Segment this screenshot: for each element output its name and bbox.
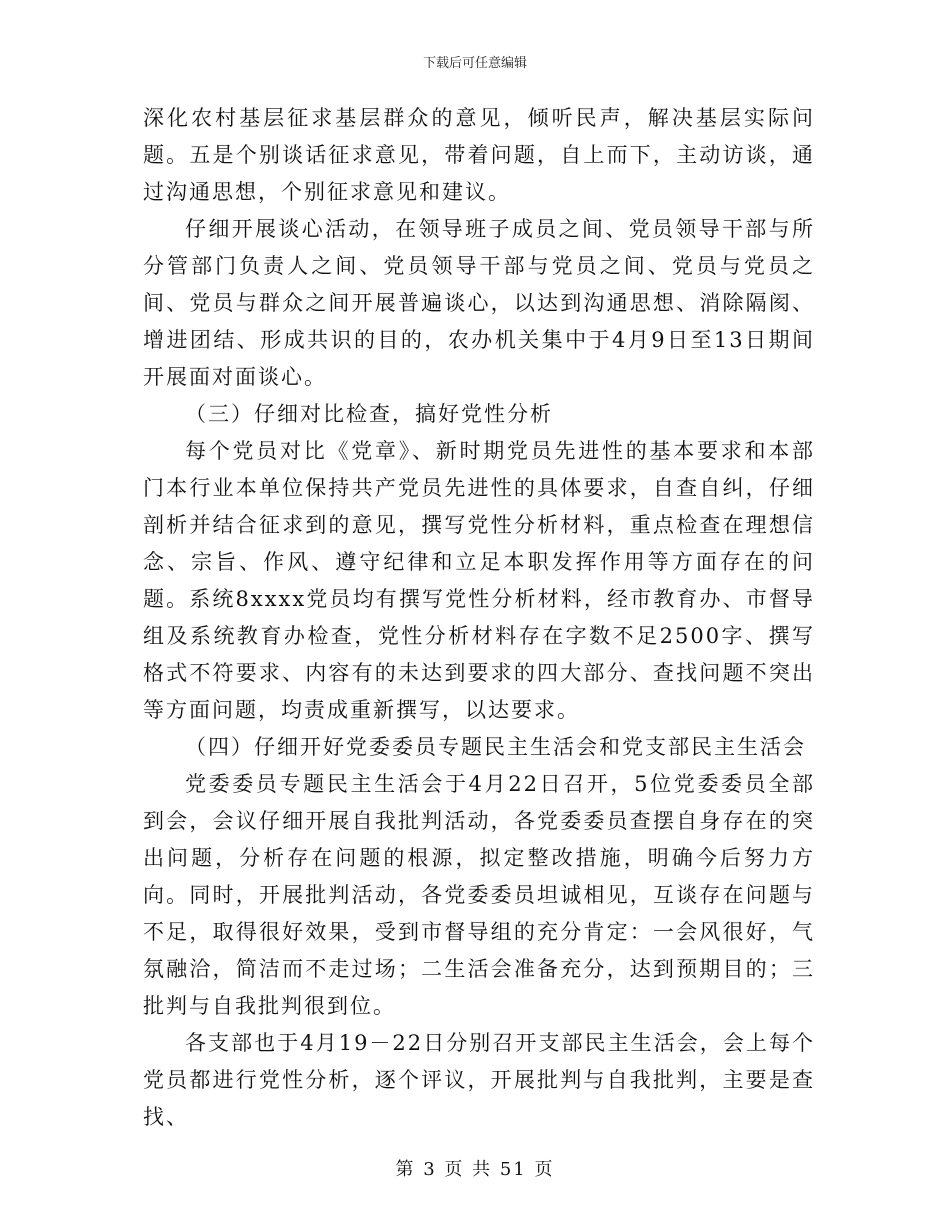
paragraph-continuation: 深化农村基层征求基层群众的意见，倾听民声，解决基层实际问题。五是个别谈话征求意见，带着问题，自上而下，主动访谈，通过沟通思想，个别征求意见和建议。 [143,106,815,204]
page-footer: 第 3 页 共 51 页 [395,1159,555,1180]
paragraph-branch-meeting: 各支部也于4月19－22日分别召开支部民主生活会，会上每个党员都进行党性分析，逐个评议，开展批判与自我批判，主要是查找、 [143,1031,815,1129]
section-heading-4: （四）仔细开好党委委员专题民主生活会和党支部民主生活会 [185,735,806,759]
document-body [143,100,815,1136]
paragraph-party-analysis: 每个党员对比《党章》、新时期党员先进性的基本要求和本部门本行业本单位保持共产党员先进性的具体要求，自查自纠，仔细剖析并结合征求到的意见，撰写党性分析材料，重点检查在理想信念、宗旨、作风、遵守纪律和立足本职发挥作用等方面存在的问题。系统8xxxx党员均有撰写党性分析材料，经市教育办、市督导组及系统教育办检查，党性分析材料存在字数不足2500字、撰写格式不符要求、内容有的未达到要求的四大部分、查找问题不突出等方面问题，均责成重新撰写，以达要求。 [143,439,815,722]
section-heading-3: （三）仔细对比检查，搞好党性分析 [185,402,553,426]
page-header: 下载后可任意编辑 [422,56,527,71]
paragraph-committee-meeting: 党委委员专题民主生活会于4月22日召开，5位党委委员全部到会，会议仔细开展自我批判活动，各党委委员查摆自身存在的突出问题，分析存在问题的根源，拟定整改措施，明确今后努力方向。同时，开展批判活动，各党委委员坦诚相见，互谈存在问题与不足，取得很好效果，受到市督导组的充分肯定：一会风很好，气氛融洽，简洁而不走过场；二生活会准备充分，达到预期目的；三批判与自我批判很到位。 [143,772,815,1018]
paragraph-heart-to-heart: 仔细开展谈心活动，在领导班子成员之间、党员领导干部与所分管部门负责人之间、党员领导干部与党员之间、党员与党员之间、党员与群众之间开展普遍谈心，以达到沟通思想、消除隔阂、增进团结、形成共识的目的，农办机关集中于4月9日至13日期间开展面对面谈心。 [143,217,815,389]
